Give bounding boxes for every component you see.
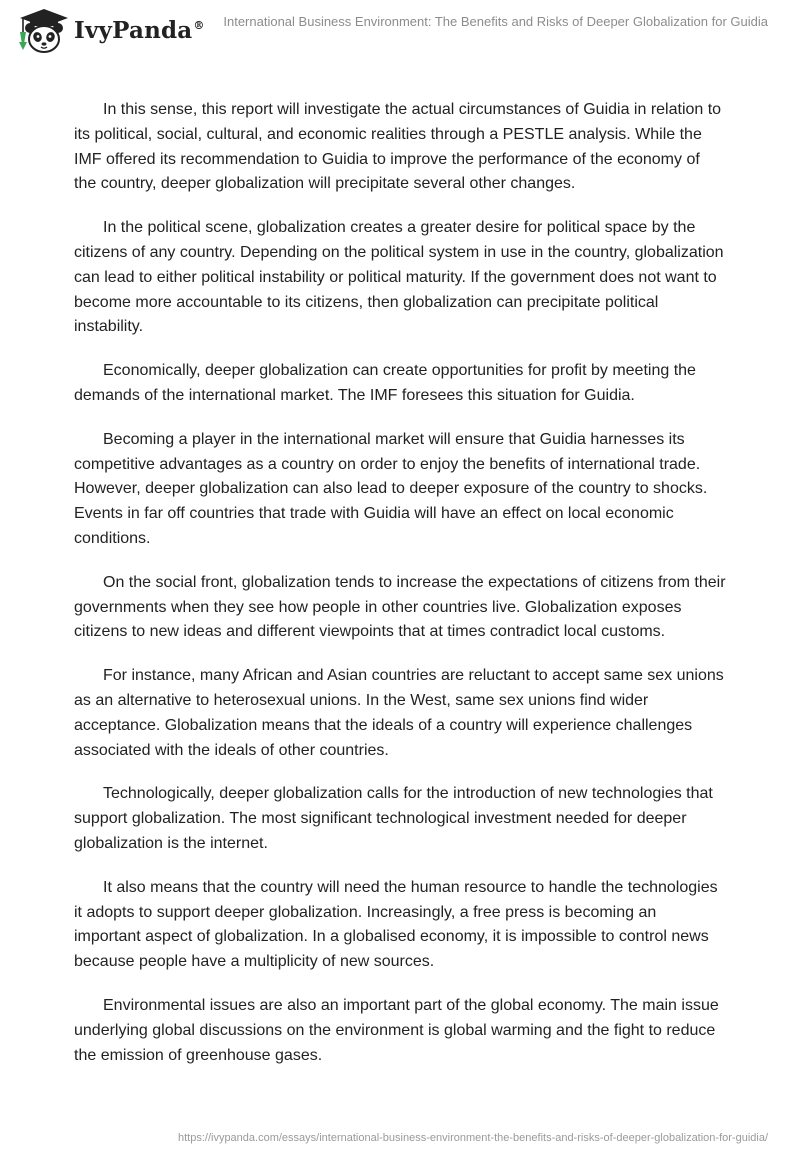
paragraph: For instance, many African and Asian countries are reluctant to accept same sex unions as an alternative to heterosexual unions. In the West, same sex unions find wider acceptance. Globalization means that the ideals of a country will experience challenges associated with the ideals of other countries.: [74, 667, 724, 759]
registered-mark: ®: [193, 18, 205, 32]
page-header: [0, 0, 800, 60]
paragraph: Economically, deeper globalization can create opportunities for profit by meeting the demands of the international market. The IMF foresees this situation for Guidia.: [74, 362, 696, 404]
panda-graduate-icon: [14, 6, 70, 54]
paragraph: It also means that the country will need the human resource to handle the technologies it adopts to support deeper globalization. Increasingly, a free press is becoming an important aspect of globalization. In a globalised economy, it is impossible to control news because people have a multiplicity of new sources.: [74, 878, 718, 971]
paragraph: In the political scene, globalization creates a greater desire for political space by the citizens of any country. Depending on the political system in use in the country, globalization can lead to either political instability or political maturity. If the government does not want to become more accountable to its citizens, then globalization can precipitate political instability.: [74, 219, 724, 336]
essay-body: [74, 98, 726, 1087]
paragraph: Technologically, deeper globalization calls for the introduction of new technologies that support globalization. The most significant technological investment needed for deeper globalization is the internet.: [74, 785, 713, 852]
paragraph: Becoming a player in the international market will ensure that Guidia harnesses its competitive advantages as a country on order to enjoy the benefits of international trade. However, deeper globalization can also lead to deeper exposure of the country to shocks. Events in far off countries that trade with Guidia will have an effect on local economic conditions.: [74, 430, 708, 547]
source-url-link[interactable]: https://ivypanda.com/essays/international-business-environment-the-benefits-and-risks-of-deeper-globalization-for-guidia/: [177, 1132, 768, 1144]
brand-name: IvyPanda®: [74, 16, 205, 44]
paragraph: Environmental issues are also an important part of the global economy. The main issue underlying global discussions on the environment is global warming and the fight to reduce the emission of greenhouse gases.: [74, 996, 719, 1064]
ivypanda-logo[interactable]: [14, 6, 205, 54]
document-title: International Business Environment: The Benefits and Risks of Deeper Globalization for Guidia: [223, 14, 768, 29]
paragraph: In this sense, this report will investigate the actual circumstances of Guidia in relation to its political, social, cultural, and economic realities through a PESTLE analysis. While the IMF offered its recommendation to Guidia to improve the performance of the economy of the country, deeper globalization will precipitate several other changes.: [74, 101, 722, 193]
paragraph: On the social front, globalization tends to increase the expectations of citizens from their governments when they see how people in other countries live. Globalization exposes citizens to new ideas and different viewpoints that at times contradict local customs.: [74, 573, 726, 641]
